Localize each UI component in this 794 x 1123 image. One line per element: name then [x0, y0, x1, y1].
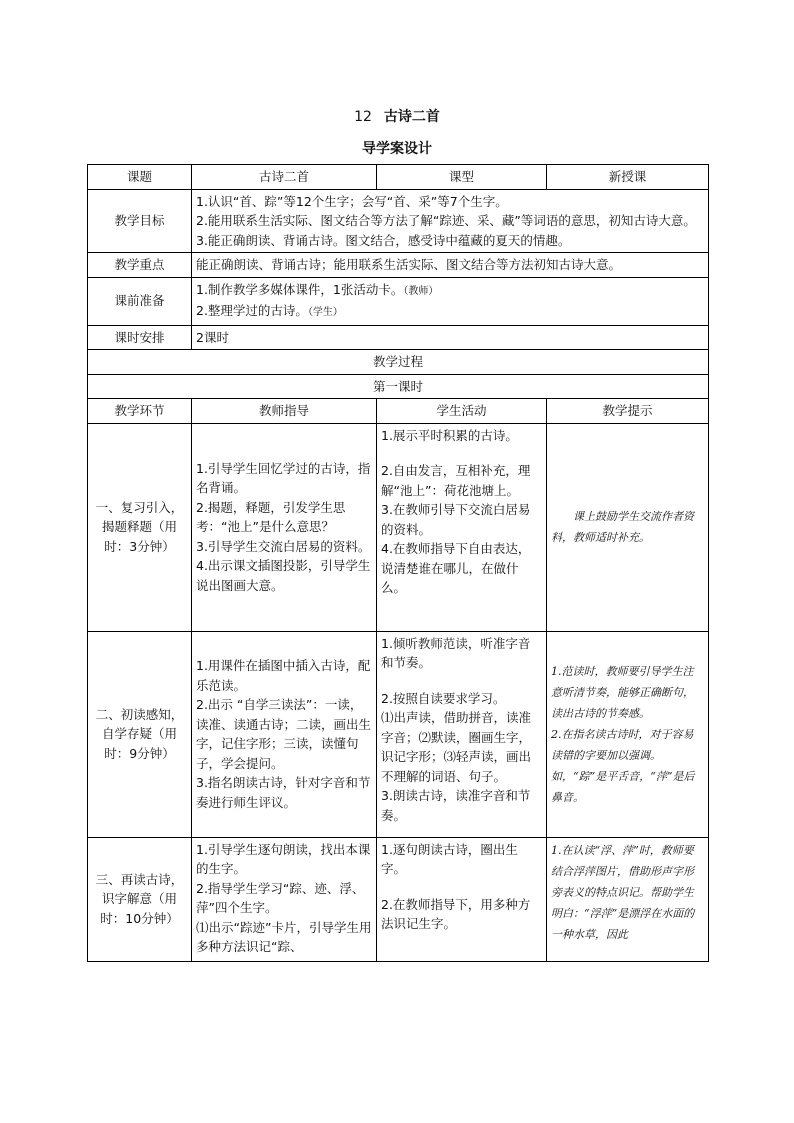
prep-item	[196, 280, 704, 302]
stage-line: 自学存疑（用	[101, 726, 177, 742]
prep-item	[196, 301, 704, 323]
teacher-step: 1.用课件在插图中插入古诗，配乐范读。	[196, 658, 371, 693]
stage-line: 时：3分钟）	[104, 538, 175, 554]
tip-item: 课上鼓励学生交流作者资料，教师适时补充。	[551, 510, 694, 544]
goal-item: 1.认识“首、踪”等12个生字；会写“首、采”等7个生字。	[196, 193, 508, 209]
prep-row	[88, 277, 709, 325]
teacher-step: ⑴出示“踪迹”卡片，引导学生用多种方法识记“踪、	[196, 919, 372, 954]
stage-line: 二、初读感知，	[95, 706, 184, 722]
lesson-title-text: 古诗二首	[383, 109, 440, 125]
hours-row	[88, 325, 709, 350]
teaching-tips	[547, 837, 709, 961]
teacher-step: 2.出示 “自学三读法”：一读，读准、读通古诗；二读，画出生字，记住字形；三读，读懂句子，学会提问。	[196, 697, 372, 771]
teacher-step: 1.引导学生回忆学过的古诗，指名背诵。	[196, 460, 371, 496]
teacher-step: 3.引导学生交流白居易的资料。	[196, 538, 371, 554]
student-activity	[377, 631, 547, 837]
lesson-number: 12	[354, 109, 372, 125]
student-step: 2.在教师指导下，用多种方法识记生字。	[381, 896, 531, 931]
type-label: 课型	[377, 165, 547, 190]
prep-item-text: 2.整理学过的古诗。	[196, 303, 308, 318]
teaching-tips	[547, 631, 709, 837]
teacher-step: 3.指名朗读古诗，针对字音和节奏进行师生评议。	[196, 775, 371, 810]
stage-label	[88, 423, 192, 631]
stage-line: 识字解意（用	[101, 891, 177, 907]
goal-item: 2.能用联系生活实际、图文结合等方法了解“踪迹、采、藏”等词语的意思，初知古诗大意。	[196, 213, 696, 228]
column-header: 教学环节	[88, 399, 192, 424]
student-activity	[377, 423, 547, 631]
tip-item: 1.在认读“浮、萍”时，教师要结合浮萍图片，借助形声字形旁表义的特点识记。帮助学生明白：“浮萍”是漂浮在水面的一种水草，因此	[551, 843, 695, 941]
prep-label: 课前准备	[88, 277, 192, 325]
focus-row	[88, 253, 709, 278]
goals-label: 教学目标	[88, 189, 192, 253]
teacher-step: 2.指导学生学习“踪、迹、浮、萍”四个生字。	[196, 880, 365, 915]
student-step: 1.逐句朗读古诗，圈出生字。	[381, 841, 518, 876]
lesson-label: 课题	[88, 165, 192, 190]
period-row	[88, 374, 709, 399]
focus-text: 能正确朗读、背诵古诗；能用联系生活实际、图文结合等方法初知古诗大意。	[192, 253, 709, 278]
goals-row	[88, 189, 709, 253]
stage-line: 一、复习引入，	[95, 499, 184, 515]
stage-line: 三、再读古诗，	[95, 871, 184, 887]
lesson-value: 古诗二首	[192, 165, 377, 190]
column-header-row	[88, 399, 709, 424]
spacer	[381, 445, 542, 461]
student-step: 2.按照自读要求学习。	[381, 690, 506, 706]
prep-content	[192, 277, 709, 325]
student-step: 1.倾听教师范读，听准字音和节奏。	[381, 635, 531, 670]
tip-item: 1.范读时，教师要引导学生注意听清节奏，能够正确断句，读出古诗的节奏感。	[551, 664, 694, 720]
teacher-guidance	[192, 631, 377, 837]
stage-row	[88, 423, 709, 631]
teacher-step: 2.揭题，释题，引发学生思考：“池上”是什么意思？	[196, 499, 346, 535]
student-step: 3.朗读古诗，读准字音和节奏。	[381, 788, 531, 823]
process-label: 教学过程	[88, 350, 709, 375]
prep-item-note: （学生）	[307, 307, 343, 318]
lesson-plan-table	[87, 164, 709, 962]
column-header: 学生活动	[377, 399, 547, 424]
hours-label: 课时安排	[88, 325, 192, 350]
student-step: 4.在教师指导下自由表达，说清楚谁在哪儿，在做什么。	[381, 541, 531, 595]
stage-row	[88, 837, 709, 961]
tip-item: 2.在指名读古诗时，对于容易读错的字要加以强调。如，“踪”是平舌音，“萍”是后鼻音。	[551, 727, 695, 804]
teacher-guidance	[192, 837, 377, 961]
goals-content	[192, 189, 709, 253]
stage-row	[88, 631, 709, 837]
prep-item-note: （教师）	[403, 285, 439, 297]
document-subtitle: 导学案设计	[362, 141, 432, 157]
type-value: 新授课	[547, 165, 709, 190]
prep-item-text: 1.制作教学多媒体课件，1张活动卡。	[196, 281, 404, 297]
teacher-step: 1.引导学生逐句朗读，找出本课的生字。	[196, 841, 371, 876]
goal-item: 3.能正确朗读、背诵古诗。图文结合，感受诗中蕴藏的夏天的情趣。	[196, 232, 571, 248]
hours-value: 2课时	[192, 325, 709, 350]
spacer	[381, 879, 542, 895]
student-step: 3.在教师引导下交流白居易的资料。	[381, 502, 531, 537]
column-header: 教师指导	[192, 399, 377, 424]
student-step: ⑴出声读，借助拼音，读准字音；⑵默读，圈画生字，识记字形；⑶轻声读，画出不理解的词语、句子。	[381, 710, 532, 784]
student-activity	[377, 837, 547, 961]
spacer	[381, 673, 542, 689]
student-step: 2.自由发言，互相补充，理解“池上”：荷花池塘上。	[381, 463, 531, 498]
focus-label: 教学重点	[88, 253, 192, 278]
stage-label	[88, 631, 192, 837]
header-row	[88, 165, 709, 190]
process-row	[88, 350, 709, 375]
teaching-tips	[547, 423, 709, 631]
period-label: 第一课时	[88, 374, 709, 399]
column-header: 教学提示	[547, 399, 709, 424]
stage-label	[88, 837, 192, 961]
stage-line: 时：10分钟）	[100, 910, 179, 926]
student-step: 1.展示平时积累的古诗。	[381, 427, 518, 443]
lesson-title	[0, 106, 794, 126]
stage-line: 时：9分钟）	[104, 745, 175, 761]
teacher-step: 4.出示课文插图投影，引导学生说出图画大意。	[196, 558, 371, 593]
teacher-guidance	[192, 423, 377, 631]
stage-line: 揭题释题（用	[101, 519, 177, 535]
